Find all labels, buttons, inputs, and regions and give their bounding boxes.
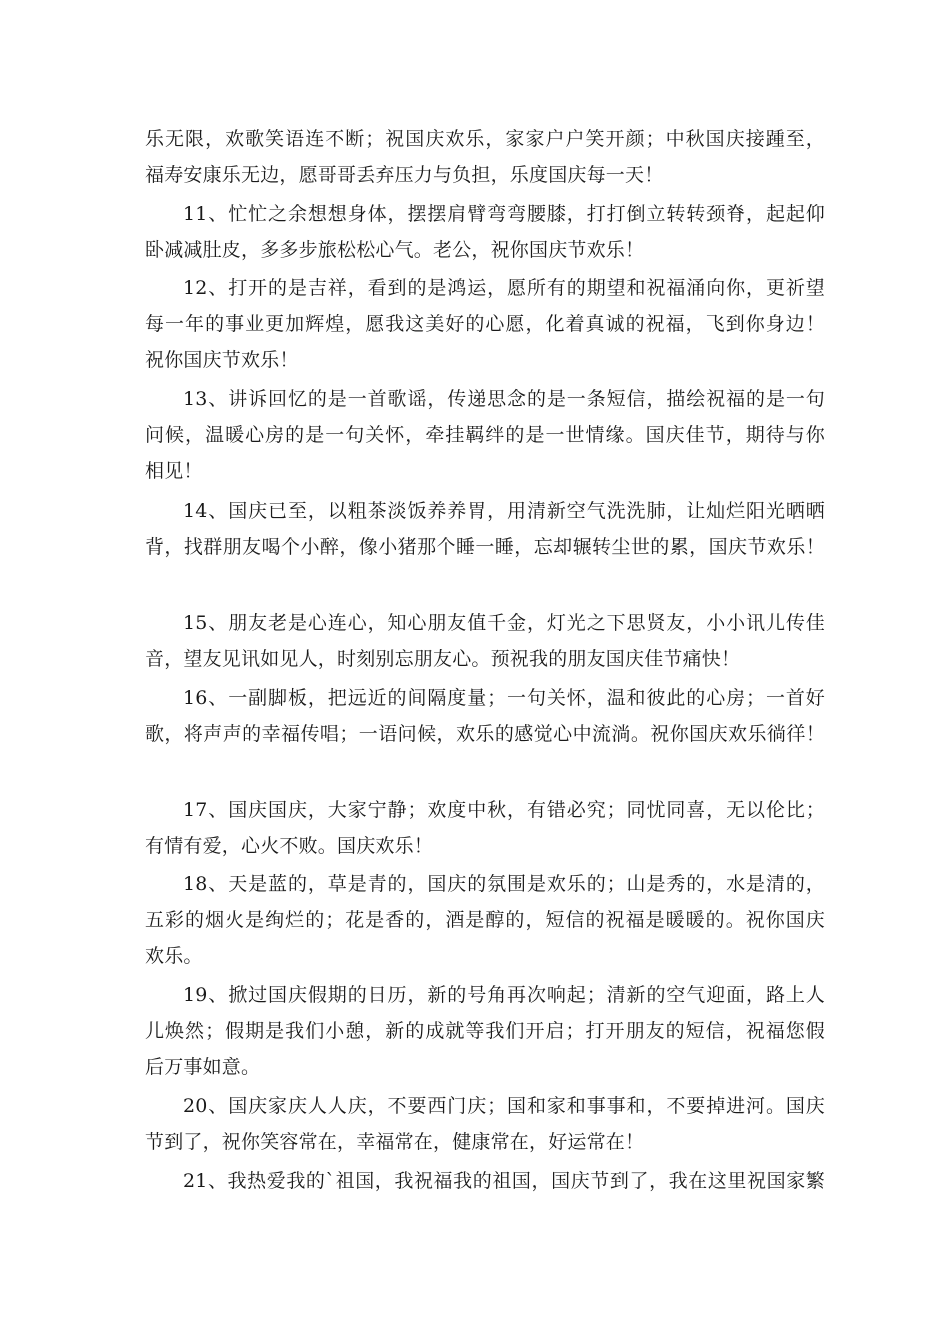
text-line: 14、国庆已至，以粗茶淡饭养养胃，用清新空气洗洗肺，让灿烂阳光晒晒	[183, 500, 825, 522]
text-line: 五彩的烟火是绚烂的；花是香的，酒是醇的，短信的祝福是暖暖的。祝你国庆	[145, 909, 825, 931]
text-line: 乐无限，欢歌笑语连不断；祝国庆欢乐，家家户户笑开颜；中秋国庆接踵至，	[145, 128, 825, 150]
text-line: 15、朋友老是心连心，知心朋友值千金，灯光之下思贤友，小小讯儿传佳	[183, 612, 825, 634]
text-line: 音，望友见讯如见人，时刻别忘朋友心。预祝我的朋友国庆佳节痛快！	[145, 648, 741, 670]
text-line: 福寿安康乐无边，愿哥哥丢弃压力与负担，乐度国庆每一天！	[145, 164, 664, 186]
text-line: 相见！	[145, 460, 203, 482]
text-line: 21、我热爱我的`祖国，我祝福我的祖国，国庆节到了，我在这里祝国家繁	[183, 1170, 825, 1192]
text-line: 节到了，祝你笑容常在，幸福常在，健康常在，好运常在！	[145, 1131, 645, 1153]
text-line: 13、讲诉回忆的是一首歌谣，传递思念的是一条短信，描绘祝福的是一句	[183, 388, 825, 410]
text-line: 19、掀过国庆假期的日历，新的号角再次响起；清新的空气迎面，路上人	[183, 984, 825, 1006]
text-line: 20、国庆家庆人人庆，不要西门庆；国和家和事事和，不要掉进河。国庆	[183, 1095, 825, 1117]
text-line: 17、国庆国庆，大家宁静；欢度中秋，有错必究；同忧同喜，无以伦比；	[183, 799, 825, 821]
text-line: 歌，将声声的幸福传唱；一语问候，欢乐的感觉心中流淌。祝你国庆欢乐徜徉！	[145, 723, 825, 745]
text-line: 18、天是蓝的，草是青的，国庆的氛围是欢乐的；山是秀的，水是清的，	[183, 873, 825, 895]
text-line: 卧减减肚皮，多多步旅松松心气。老公，祝你国庆节欢乐！	[145, 239, 645, 261]
text-line: 后万事如意。	[145, 1056, 261, 1078]
text-line: 欢乐。	[145, 945, 203, 967]
text-line: 问候，温暖心房的是一句关怀，牵挂羁绊的是一世情缘。国庆佳节，期待与你	[145, 424, 825, 446]
text-line: 16、一副脚板，把远近的间隔度量；一句关怀，温和彼此的心房；一首好	[183, 687, 825, 709]
text-line: 每一年的事业更加辉煌，愿我这美好的心愿，化着真诚的祝福，飞到你身边！	[145, 313, 825, 335]
text-line: 背，找群朋友喝个小醉，像小猪那个睡一睡，忘却辗转尘世的累，国庆节欢乐！	[145, 536, 825, 558]
text-line: 11、忙忙之余想想身体，摆摆肩臂弯弯腰膝，打打倒立转转颈脊，起起仰	[183, 203, 825, 225]
text-line: 12、打开的是吉祥，看到的是鸿运，愿所有的期望和祝福涌向你，更祈望	[183, 277, 825, 299]
text-line: 祝你国庆节欢乐！	[145, 349, 299, 371]
text-line: 儿焕然；假期是我们小憩，新的成就等我们开启；打开朋友的短信，祝福您假	[145, 1020, 825, 1042]
text-line: 有情有爱，心火不败。国庆欢乐！	[145, 835, 434, 857]
